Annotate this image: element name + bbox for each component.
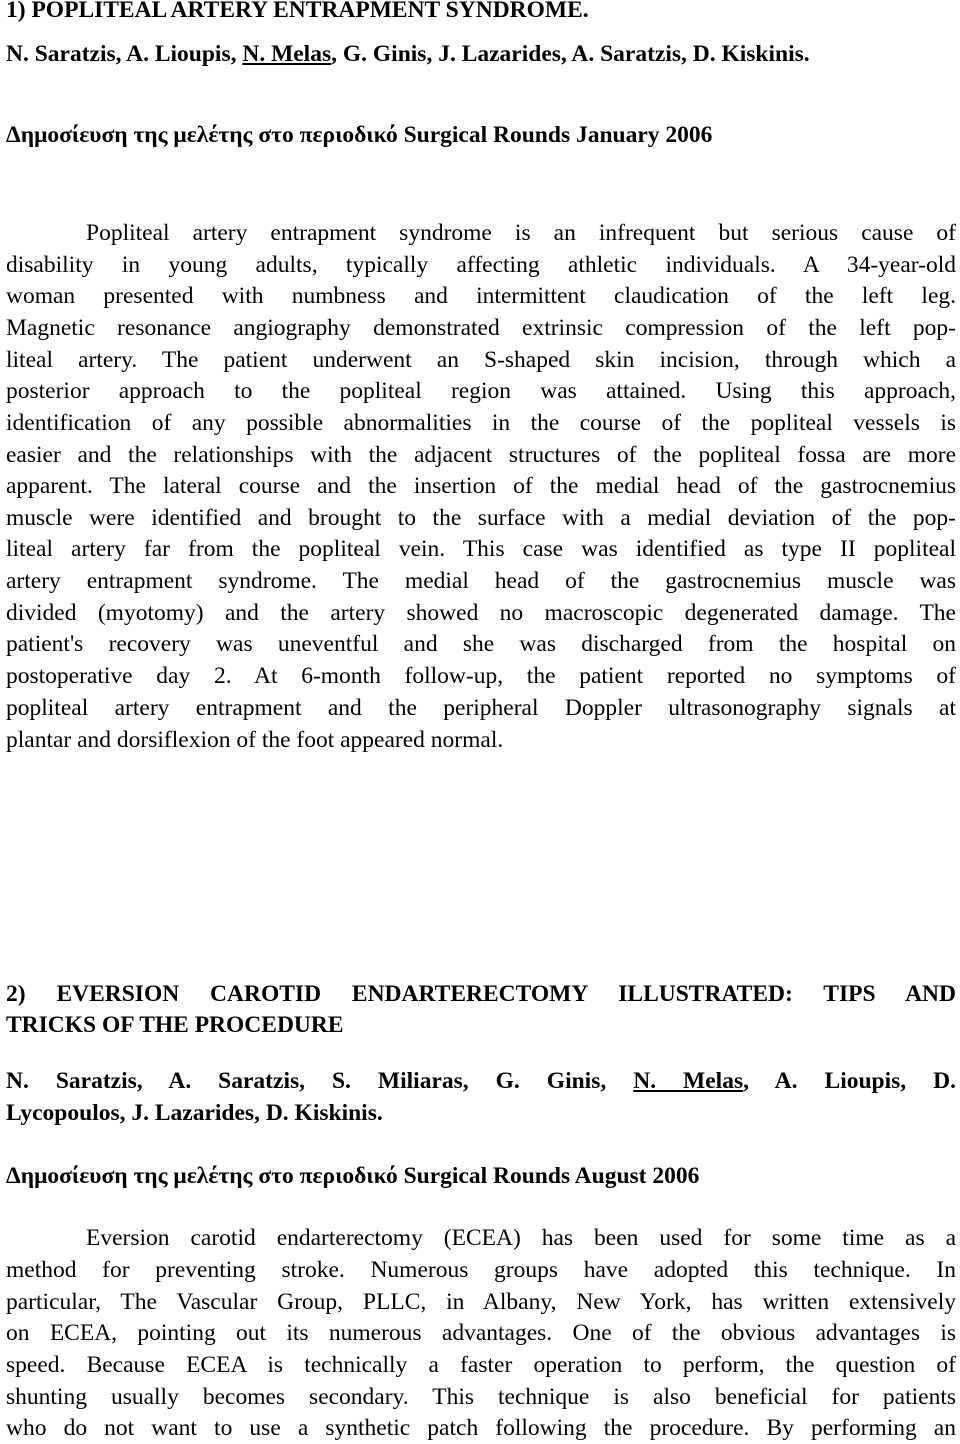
- article1-authors-underlined: N. Melas: [242, 41, 332, 67]
- article1-abstract-line: popliteal artery entrapment and the peripheral Doppler ultrasonography signals at: [6, 695, 956, 721]
- article2-authors-part1: N. Saratzis, A. Saratzis, S. Miliaras, G. Ginis,: [6, 1068, 634, 1094]
- article2-title-line: TRICKS OF THE PROCEDURE: [6, 1012, 344, 1038]
- article1-publication: Δημοσίευση της μελέτης στο περιοδικό Surgical Rounds January 2006: [6, 122, 713, 148]
- article2-abstract-line: particular, The Vascular Group, PLLC, in Albany, New York, has written extensively: [6, 1289, 956, 1315]
- article1-authors-part1: N. Saratzis, A. Lioupis,: [6, 41, 243, 67]
- article1-abstract-line: easier and the relationships with the adjacent structures of the popliteal fossa are more: [6, 442, 956, 468]
- article2-abstract-line: Eversion carotid endarterectomy (ECEA) has been used for some time as a: [86, 1225, 956, 1251]
- article1-abstract-line: divided (myotomy) and the artery showed no macroscopic degenerated damage. The: [6, 600, 956, 626]
- article1-abstract-line: patient's recovery was uneventful and she was discharged from the hospital on: [6, 631, 956, 657]
- article1-abstract-line: liteal artery far from the popliteal vein. This case was identified as type II popliteal: [6, 536, 956, 562]
- article2-publication: Δημοσίευση της μελέτης στο περιοδικό Surgical Rounds August 2006: [6, 1163, 700, 1189]
- article2-authors-line: Lycopoulos, J. Lazarides, D. Kiskinis.: [6, 1100, 383, 1126]
- article1-abstract-line: posterior approach to the popliteal region was attained. Using this approach,: [6, 378, 956, 404]
- article1-abstract-line: muscle were identified and brought to the surface with a medial deviation of the pop-: [6, 505, 956, 531]
- article1-title: 1) POPLITEAL ARTERY ENTRAPMENT SYNDROME.: [6, 0, 589, 23]
- article2-abstract-line: shunting usually becomes secondary. This technique is also beneficial for patients: [6, 1384, 956, 1410]
- article2-abstract-line: method for preventing stroke. Numerous groups have adopted this technique. In: [6, 1257, 956, 1283]
- article1-abstract-line: apparent. The lateral course and the insertion of the medial head of the gastrocnemius: [6, 473, 956, 499]
- article2-authors-part2: , A. Lioupis, D.: [743, 1068, 957, 1094]
- article1-authors-part2: , G. Ginis, J. Lazarides, A. Saratzis, D. Kiskinis.: [331, 41, 810, 67]
- article1-abstract-line: postoperative day 2. At 6-month follow-up, the patient reported no symptoms of: [6, 663, 956, 689]
- article1-abstract-line: artery entrapment syndrome. The medial head of the gastrocnemius muscle was: [6, 568, 956, 594]
- article1-abstract-line: plantar and dorsiflexion of the foot appeared normal.: [6, 727, 504, 753]
- article1-authors: [6, 38, 956, 70]
- article2-abstract-line: on ECEA, pointing out its numerous advantages. One of the obvious advantages is: [6, 1320, 956, 1346]
- article2-authors-line: [6, 1065, 956, 1097]
- article2-authors-underlined: N. Melas: [633, 1068, 744, 1094]
- article1-abstract-line: identification of any possible abnormalities in the course of the popliteal vessels is: [6, 410, 956, 436]
- article2-abstract-line: speed. Because ECEA is technically a faster operation to perform, the question of: [6, 1352, 956, 1378]
- article1-abstract-line: Popliteal artery entrapment syndrome is an infrequent but serious cause of: [86, 220, 956, 246]
- article2-title-line: 2) EVERSION CAROTID ENDARTERECTOMY ILLUSTRATED: TIPS AND: [6, 981, 956, 1007]
- article1-abstract-line: liteal artery. The patient underwent an S-shaped skin incision, through which a: [6, 347, 956, 373]
- article2-abstract-line: who do not want to use a synthetic patch following the procedure. By performing an: [6, 1415, 956, 1441]
- article1-abstract-line: woman presented with numbness and intermittent claudication of the left leg.: [6, 283, 956, 309]
- article1-abstract-line: Magnetic resonance angiography demonstrated extrinsic compression of the left pop-: [6, 315, 956, 341]
- article1-abstract-line: disability in young adults, typically affecting athletic individuals. A 34-year-old: [6, 252, 956, 278]
